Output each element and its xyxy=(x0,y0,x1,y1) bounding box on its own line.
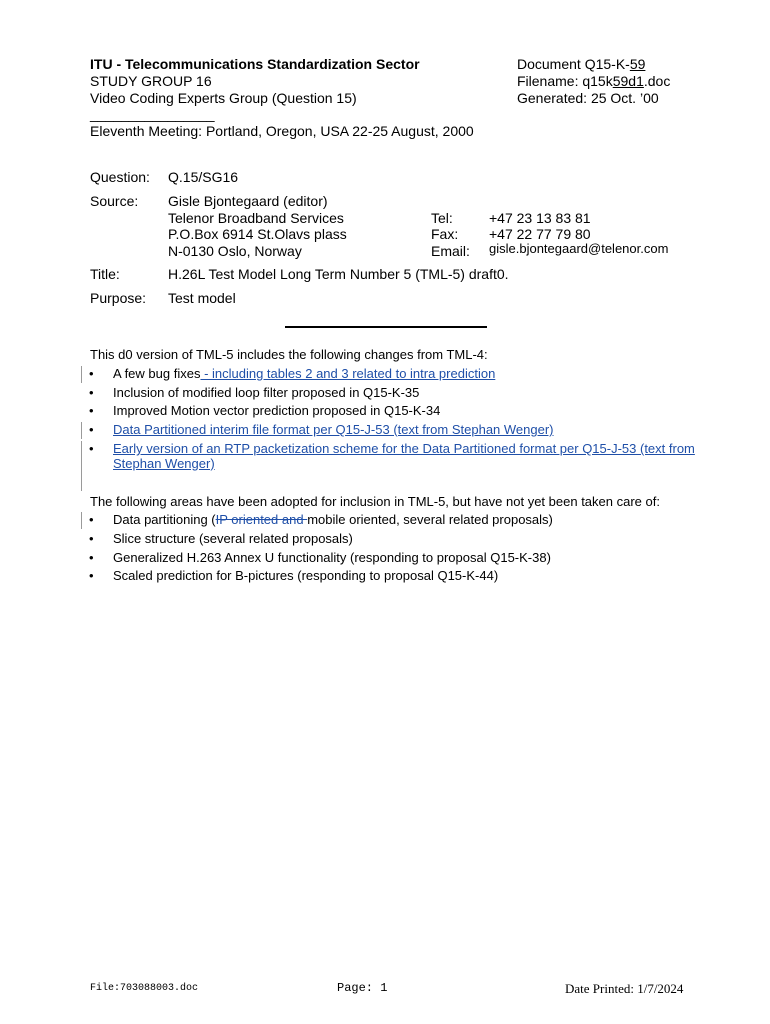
adopted-text: mobile oriented, several related proposals) xyxy=(307,512,553,527)
change-item: Inclusion of modified loop filter proposed in Q15-K-35 xyxy=(113,385,420,400)
document-prefix: Document Q15-K- xyxy=(517,56,630,72)
separator-rule xyxy=(285,326,487,328)
filename-num: 59d1 xyxy=(612,73,644,89)
generated-date: Generated: 25 Oct. ’00 xyxy=(517,90,659,106)
question-label: Question: xyxy=(90,169,150,185)
title-label: Title: xyxy=(90,266,120,282)
fax-label: Fax: xyxy=(431,226,459,242)
inserted-text: - including tables 2 and 3 related to intra prediction xyxy=(200,366,496,381)
question-value: Q.15/SG16 xyxy=(168,169,239,185)
study-group: STUDY GROUP 16 xyxy=(90,73,212,89)
source-line: P.O.Box 6914 St.Olavs plass xyxy=(168,226,347,242)
bullet-icon: • xyxy=(89,366,94,381)
org-name: ITU - Telecommunications Standardization Sector xyxy=(90,56,420,72)
bullet-icon: • xyxy=(89,512,94,527)
footer-page: Page: 1 xyxy=(337,981,388,995)
change-item xyxy=(113,366,495,382)
email-value: gisle.bjontegaard@telenor.com xyxy=(489,241,669,256)
adopted-item xyxy=(113,512,553,528)
adopted-intro: The following areas have been adopted for inclusion in TML-5, but have not yet been taken care of: xyxy=(90,494,660,509)
filename xyxy=(517,73,670,90)
adopted-item: Slice structure (several related proposals) xyxy=(113,531,353,546)
fax-value: +47 22 77 79 80 xyxy=(489,226,591,242)
change-text: A few bug fixes xyxy=(113,366,201,381)
title-value: H.26L Test Model Long Term Number 5 (TML-5) draft0. xyxy=(168,266,509,282)
deleted-text: IP oriented and xyxy=(215,512,308,527)
meeting-info: Eleventh Meeting: Portland, Oregon, USA 22-25 August, 2000 xyxy=(90,123,474,139)
source-line: Gisle Bjontegaard (editor) xyxy=(168,193,328,209)
purpose-value: Test model xyxy=(168,290,236,306)
change-bar xyxy=(81,512,82,529)
adopted-item: Scaled prediction for B-pictures (responding to proposal Q15-K-44) xyxy=(113,568,499,583)
tel-label: Tel: xyxy=(431,210,453,226)
change-bar xyxy=(81,441,82,491)
adopted-text: Data partitioning ( xyxy=(113,512,216,527)
document-num: 59 xyxy=(629,56,646,72)
email-label: Email: xyxy=(431,243,470,259)
bullet-icon: • xyxy=(89,385,94,400)
adopted-item: Generalized H.263 Annex U functionality (responding to proposal Q15-K-38) xyxy=(113,550,551,565)
working-group: Video Coding Experts Group (Question 15) xyxy=(90,90,357,106)
bullet-icon: • xyxy=(89,441,94,456)
changes-intro: This d0 version of TML-5 includes the following changes from TML-4: xyxy=(90,347,488,362)
footer-printed: Date Printed: 1/7/2024 xyxy=(565,981,684,996)
source-line: Telenor Broadband Services xyxy=(168,210,344,226)
source-line: N-0130 Oslo, Norway xyxy=(168,243,302,259)
filename-suffix: .doc xyxy=(643,73,671,89)
change-item-inserted: Early version of an RTP packetization scheme for the Data Partitioned format per Q15-J-53 (text from xyxy=(113,441,695,456)
change-item-inserted: Data Partitioned interim file format per Q15-J-53 (text from Stephan Wenger) xyxy=(113,422,554,437)
bullet-icon: • xyxy=(89,531,94,546)
change-item-inserted: Stephan Wenger) xyxy=(113,456,215,471)
tel-value: +47 23 13 83 81 xyxy=(489,210,591,226)
filename-prefix: Filename: q15k xyxy=(517,73,613,89)
source-label: Source: xyxy=(90,193,139,209)
header-rule: ________________ xyxy=(90,106,215,122)
purpose-label: Purpose: xyxy=(90,290,147,306)
change-bar xyxy=(81,422,82,439)
bullet-icon: • xyxy=(89,422,94,437)
bullet-icon: • xyxy=(89,550,94,565)
change-bar xyxy=(81,366,82,383)
bullet-icon: • xyxy=(89,568,94,583)
change-item: Improved Motion vector prediction proposed in Q15-K-34 xyxy=(113,403,441,418)
bullet-icon: • xyxy=(89,403,94,418)
footer-file: File:703088003.doc xyxy=(90,983,199,994)
document-number xyxy=(517,56,645,73)
